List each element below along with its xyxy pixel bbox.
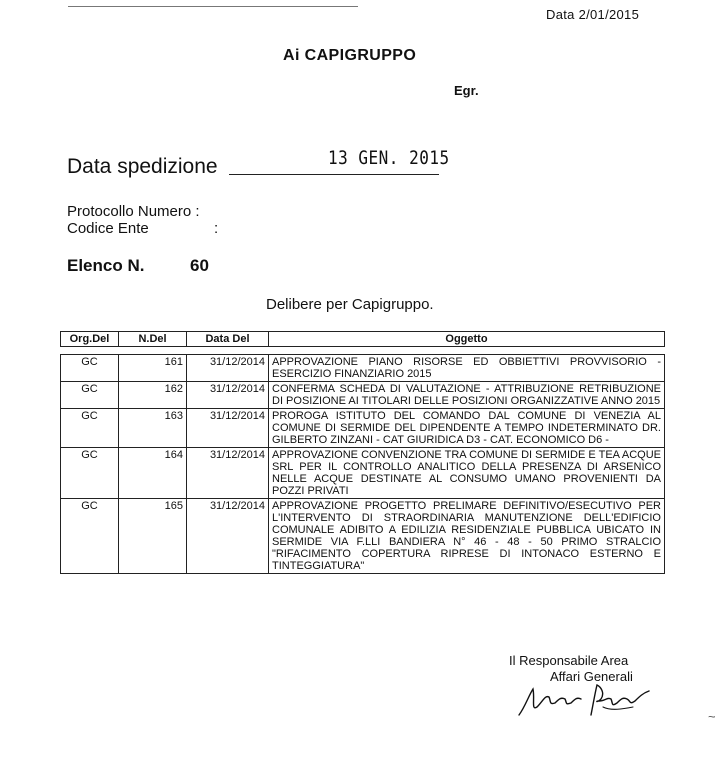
cell-date: 31/12/2014 [187,448,269,499]
codice-ente-colon: : [214,220,219,237]
cell-subject: APPROVAZIONE PROGETTO PRELIMARE DEFINITIVO/ESECUTIVO PER L'INTERVENTO DI STRAORDINARIA MANUTENZIONE DELL'EDIFICIO COMUNALE ADIBITO A EDILIZIA RESIDENZIALE PUBBLICA UBICATO IN SERMIDE VIA F.LLI BANDIERA N° 46 - 48 - 50 PRIMO STRALCIO "RIFACIMENTO COPERTURA RIPRESE DI INTONACO ESTERNO E TINTEGGIATURA" [269,499,665,574]
cell-org: GC [61,409,119,448]
spedizione-underline [229,174,439,175]
table-header-row [61,332,665,347]
column-header-org: Org.Del [61,332,119,347]
document-date: Data 2/01/2015 [546,7,640,22]
cell-org: GC [61,382,119,409]
cell-number: 163 [119,409,187,448]
signatory-role-line1: Il Responsabile Area [509,653,629,668]
margin-mark: ~ [708,709,716,724]
table-row [61,409,665,448]
elenco-number: 60 [190,256,209,275]
cell-subject: APPROVAZIONE PIANO RISORSE ED OBBIETTIVI PROVVISORIO - ESERCIZIO FINANZIARIO 2015 [269,355,665,382]
cell-number: 164 [119,448,187,499]
spedizione-label: Data spedizione [67,155,218,178]
codice-ente-label: Codice Ente [67,220,149,237]
table-row [61,448,665,499]
recipient-salutation: Egr. [454,83,479,98]
cell-org: GC [61,499,119,574]
cell-org: GC [61,355,119,382]
delibere-table [60,331,665,574]
cell-subject: APPROVAZIONE CONVENZIONE TRA COMUNE DI SERMIDE E TEA ACQUE SRL PER IL CONTROLLO ANALITICO DELLA PRESENZA DI ARSENICO NELLE ACQUE DESTINATE AL CONSUMO UMANO PROVENIENTI DA POZZI PRIVATI [269,448,665,499]
column-header-n: N.Del [119,332,187,347]
cell-date: 31/12/2014 [187,355,269,382]
table-row [61,382,665,409]
cell-subject: PROROGA ISTITUTO DEL COMANDO DAL COMUNE DI VENEZIA AL COMUNE DI SERMIDE DEL DIPENDENTE A TEMPO INDETERMINATO DR. GILBERTO ZINZANI - CAT GIURIDICA D3 - CAT. ECONOMICO D6 - [269,409,665,448]
table-spacer [61,347,665,355]
table-row [61,499,665,574]
document-title: Ai CAPIGRUPPO [283,47,417,64]
cell-number: 162 [119,382,187,409]
elenco-label: Elenco N. [67,256,145,275]
cell-number: 165 [119,499,187,574]
signatory-role-line2: Affari Generali [550,669,633,684]
cell-date: 31/12/2014 [187,499,269,574]
list-subtitle: Delibere per Capigruppo. [266,296,434,313]
top-rule [68,6,358,7]
cell-number: 161 [119,355,187,382]
spedizione-date-stamp: 13 GEN. 2015 [328,146,450,169]
cell-date: 31/12/2014 [187,382,269,409]
column-header-date: Data Del [187,332,269,347]
table-row [61,355,665,382]
cell-subject: CONFERMA SCHEDA DI VALUTAZIONE - ATTRIBUZIONE RETRIBUZIONE DI POSIZIONE AI TITOLARI DELLE POSIZIONI ORGANIZZATIVE ANNO 2015 [269,382,665,409]
handwritten-signature-icon [515,677,655,728]
cell-org: GC [61,448,119,499]
protocollo-label: Protocollo Numero : [67,203,200,220]
column-header-oggetto: Oggetto [269,332,665,347]
cell-date: 31/12/2014 [187,409,269,448]
